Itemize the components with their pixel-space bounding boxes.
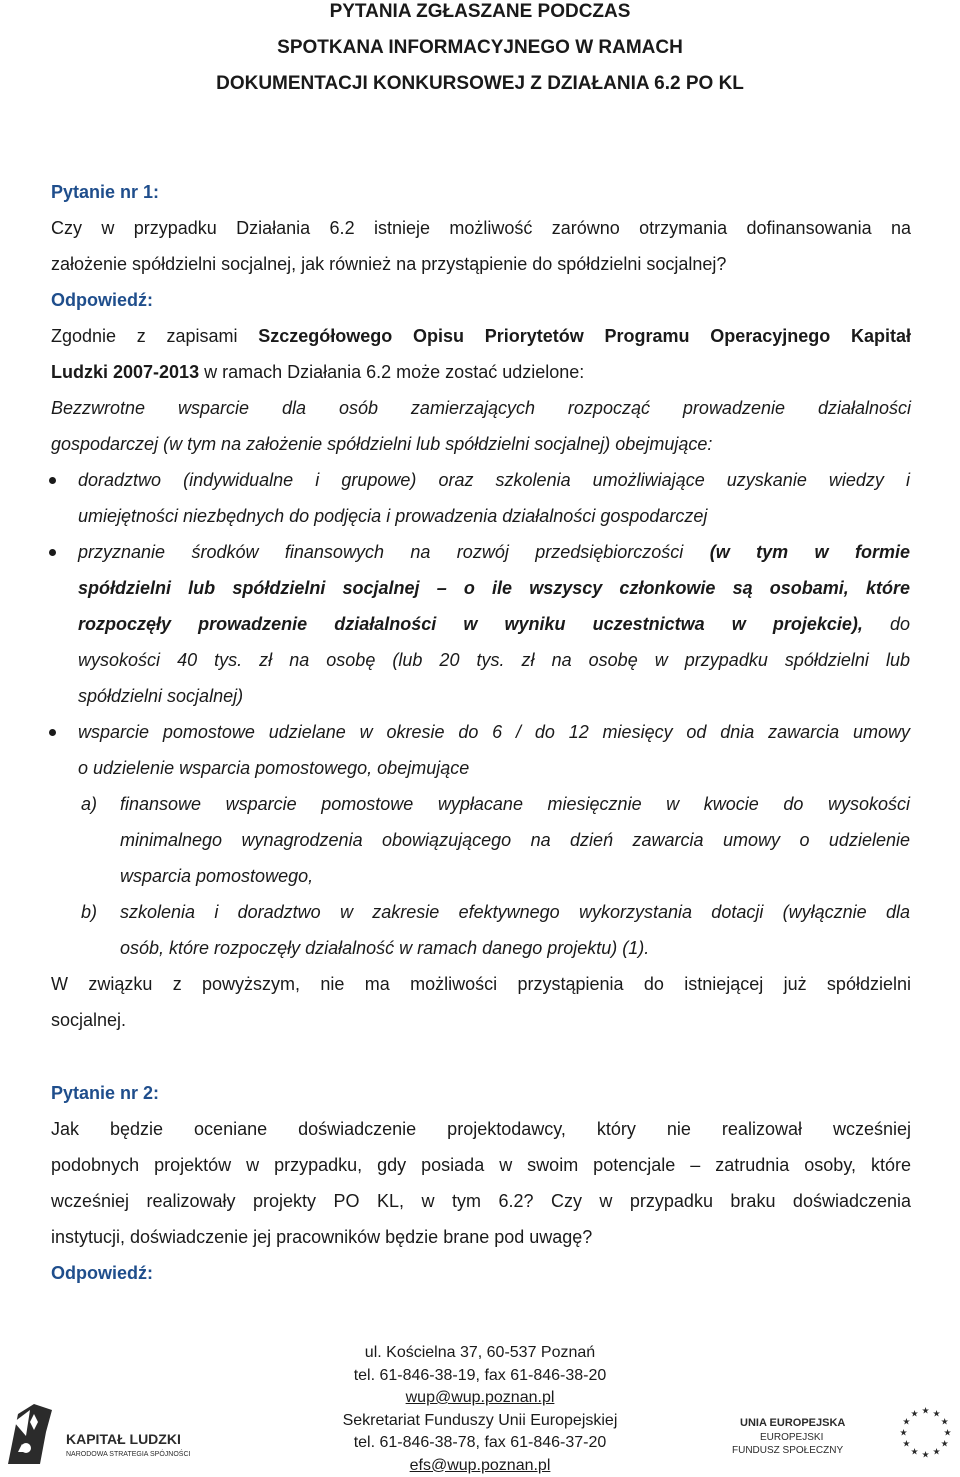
bullet-2-line-1-a: przyznanie środków finansowych na rozwój przedsiębiorczości bbox=[78, 542, 710, 562]
question-2-section bbox=[51, 1075, 911, 1291]
title-line-3: DOKUMENTACJI KONKURSOWEJ Z DZIAŁANIA 6.2 PO KL bbox=[216, 73, 744, 94]
footer-phone-1: tel. 61-846-38-19, fax 61-846-38-20 bbox=[353, 1366, 607, 1384]
bullet-2-line-2: spółdzielni lub spółdzielni socjalnej – o ile wszyscy członkowie są osobami, które bbox=[78, 578, 910, 598]
question-1-section bbox=[51, 174, 911, 462]
eu-star-icon: ★ bbox=[921, 1406, 930, 1417]
eu-star-icon: ★ bbox=[910, 1409, 919, 1420]
sub-item-b bbox=[78, 894, 910, 966]
sub-item-a-line-3: wsparcia pomostowego, bbox=[120, 866, 314, 886]
unia-europejska-logo bbox=[730, 1382, 955, 1462]
support-line-1: Bezzwrotne wsparcie dla osób zamierzających rozpocząć prowadzenie działalności bbox=[51, 398, 911, 418]
sub-item-b-line-1: szkolenia i doradztwo w zakresie efektywnego wykorzystania dotacji (wyłącznie dla bbox=[120, 902, 910, 922]
ue-logo-line-1: UNIA EUROPEJSKA bbox=[740, 1417, 846, 1429]
footer-address: ul. Kościelna 37, 60-537 Poznań bbox=[364, 1344, 596, 1361]
kl-logo-subtitle: NARODOWA STRATEGIA SPÓJNOŚCI bbox=[66, 1451, 191, 1458]
question-2-text-line-1: Jak będzie oceniane doświadczenie projektodawcy, który nie realizował wcześniej bbox=[51, 1119, 911, 1139]
eu-star-icon: ★ bbox=[932, 1447, 941, 1458]
eu-star-icon: ★ bbox=[910, 1447, 919, 1458]
bullet-3-line-1: wsparcie pomostowe udzielane w okresie do 6 / do 12 miesięcy od dnia zawarcia umowy bbox=[78, 722, 910, 742]
answer-1-label: Odpowiedź: bbox=[51, 290, 153, 310]
sub-item-a-line-1: finansowe wsparcie pomostowe wypłacane miesięcznie w kwocie do wysokości bbox=[120, 794, 910, 814]
conclusion bbox=[51, 966, 911, 1038]
ue-logo-line-3: FUNDUSZ SPOŁECZNY bbox=[732, 1445, 844, 1456]
bullet-marker bbox=[49, 729, 56, 736]
eu-star-icon: ★ bbox=[943, 1428, 952, 1439]
bullet-2-line-4: wysokości 40 tys. zł na osobę (lub 20 tys. zł na osobę w przypadku spółdzielni lub bbox=[78, 650, 910, 670]
support-line-2: gospodarczej (w tym na założenie spółdzielni lub spółdzielni socjalnej) obejmujące: bbox=[51, 434, 713, 454]
answer-2-label: Odpowiedź: bbox=[51, 1263, 153, 1283]
answer-1-document-name: Szczegółowego Opisu Priorytetów Programu Operacyjnego Kapitał bbox=[258, 326, 911, 346]
eu-star-icon: ★ bbox=[902, 1417, 911, 1428]
sub-item-a-label: a) bbox=[81, 794, 98, 814]
eu-star-icon: ★ bbox=[940, 1439, 949, 1450]
bullet-2-line-3-b: do bbox=[862, 614, 910, 634]
question-1-heading: Pytanie nr 1: bbox=[51, 182, 160, 202]
bullet-2-line-1-b: (w tym w formie bbox=[709, 542, 910, 562]
answer-1-document-name-cont: Ludzki 2007-2013 bbox=[51, 362, 200, 382]
ue-logo-line-2: EUROPEJSKI bbox=[760, 1432, 824, 1443]
title-line-1: PYTANIA ZGŁASZANE PODCZAS bbox=[329, 1, 631, 22]
eu-star-icon: ★ bbox=[932, 1409, 941, 1420]
answer-1-line-1 bbox=[51, 318, 911, 354]
footer-secretariat: Sekretariat Funduszy Unii Europejskiej bbox=[342, 1411, 618, 1429]
eu-star-icon: ★ bbox=[940, 1417, 949, 1428]
sub-item-a-line-2: minimalnego wynagrodzenia obowiązującego na dzień zawarcia umowy o udzielenie bbox=[120, 830, 910, 850]
kapital-ludzki-emblem-icon bbox=[8, 1404, 52, 1464]
bullet-3-line-2: o udzielenie wsparcia pomostowego, obejmujące bbox=[78, 758, 470, 778]
answer-1-line-2-suffix: w ramach Działania 6.2 może zostać udzielone: bbox=[199, 362, 585, 382]
footer-phone-2: tel. 61-846-38-78, fax 61-846-37-20 bbox=[353, 1434, 607, 1451]
question-2-text-line-4: instytucji, doświadczenie jej pracowników będzie brane pod uwagę? bbox=[51, 1227, 593, 1247]
bullet-list bbox=[78, 462, 910, 966]
eu-flag-icon bbox=[900, 1407, 952, 1461]
kl-logo-title: KAPITAŁ LUDZKI bbox=[66, 1431, 181, 1447]
question-1-text-line-2: założenie spółdzielni socjalnej, jak również na przystąpienie do spółdzielni socjalnej? bbox=[51, 254, 727, 274]
sub-item-b-line-2: osób, które rozpoczęły działalność w ramach danego projektu) (1). bbox=[120, 938, 650, 958]
bullet-1-line-2: umiejętności niezbędnych do podjęcia i prowadzenia działalności gospodarczej bbox=[78, 506, 708, 526]
conclusion-line-2: socjalnej. bbox=[51, 1010, 127, 1030]
bullet-1-line-1: doradztwo (indywidualne i grupowe) oraz szkolenia umożliwiające uzyskanie wiedzy i bbox=[78, 470, 910, 490]
footer bbox=[0, 1337, 960, 1473]
title-line-2: SPOTKANA INFORMACYJNEGO W RAMACH bbox=[277, 37, 683, 58]
bullet-item-1 bbox=[78, 462, 910, 534]
question-2-text-line-3: wcześniej realizowały projekty PO KL, w tym 6.2? Czy w przypadku braku doświadczenia bbox=[51, 1191, 911, 1211]
answer-1-line-1-prefix: Zgodnie z zapisami bbox=[51, 326, 259, 346]
bullet-marker bbox=[49, 549, 56, 556]
eu-star-icon: ★ bbox=[902, 1439, 911, 1450]
kapital-ludzki-logo bbox=[0, 1392, 230, 1472]
question-1-text-line-1: Czy w przypadku Działania 6.2 istnieje możliwość zarówno otrzymania dofinansowania na bbox=[51, 218, 911, 238]
sub-item-a bbox=[78, 786, 910, 894]
question-2-heading: Pytanie nr 2: bbox=[51, 1083, 160, 1103]
bullet-2-line-3 bbox=[78, 606, 910, 642]
document-title bbox=[0, 0, 960, 102]
bullet-2-line-5: spółdzielni socjalnej) bbox=[78, 686, 244, 706]
eu-star-icon: ★ bbox=[899, 1428, 908, 1439]
bullet-2-line-1 bbox=[78, 534, 910, 570]
conclusion-line-1: W związku z powyższym, nie ma możliwości przystąpienia do istniejącej już spółdzielni bbox=[51, 974, 911, 994]
bullet-item-2 bbox=[78, 534, 910, 714]
sub-item-b-label: b) bbox=[81, 902, 98, 922]
eu-star-icon: ★ bbox=[921, 1450, 930, 1461]
footer-email-2-link[interactable]: efs@wup.poznan.pl bbox=[409, 1456, 551, 1474]
bullet-item-3 bbox=[78, 714, 910, 786]
bullet-2-line-3-a: rozpoczęły prowadzenie działalności w wyniku uczestnictwa w projekcie), bbox=[78, 614, 863, 634]
bullet-marker bbox=[49, 477, 56, 484]
answer-1-line-2 bbox=[51, 354, 911, 390]
question-2-text-line-2: podobnych projektów w przypadku, gdy posiada w swoim potencjale – zatrudnia osoby, które bbox=[51, 1155, 911, 1175]
footer-email-1-link[interactable]: wup@wup.poznan.pl bbox=[405, 1389, 555, 1406]
